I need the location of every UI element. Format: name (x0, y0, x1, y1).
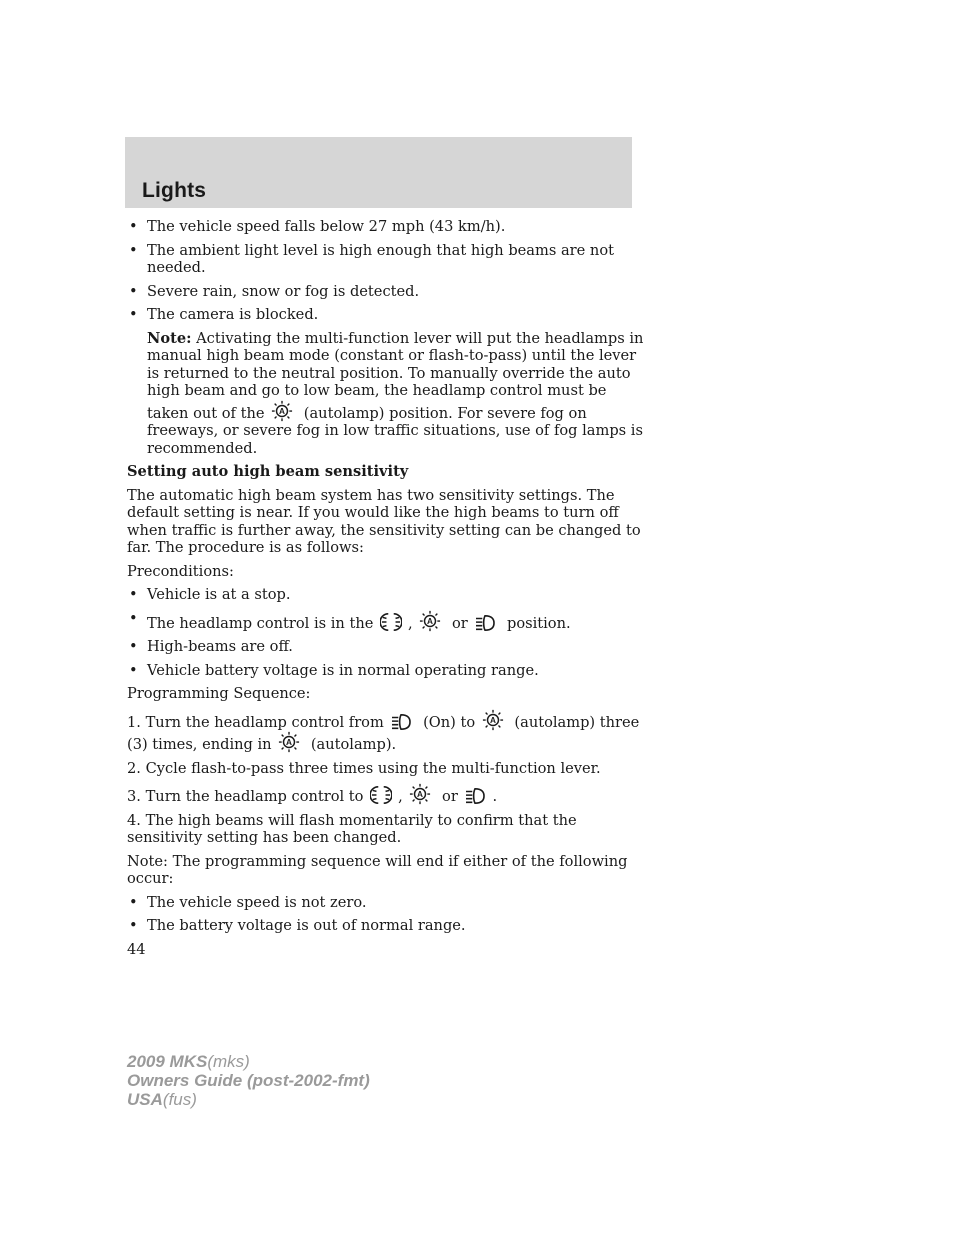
section-header-band (125, 137, 632, 208)
list-item: • High-beams are off. (127, 638, 647, 656)
preconditions-label: Preconditions: (127, 562, 234, 580)
step1-text-b: (On) to (423, 713, 476, 731)
autolamp-icon (482, 709, 504, 731)
autolamp-icon (271, 400, 293, 422)
sequence-step-4: 4. The high beams will flash momentarily to confirm that the sensitivity setting has been changed. (127, 811, 577, 846)
or-text: or (451, 614, 468, 632)
list-item: • The vehicle speed is not zero. (127, 894, 647, 912)
period-text: . (492, 788, 498, 805)
footer-model-code: (mks) (207, 1052, 250, 1071)
footer-line-3 (127, 1090, 370, 1109)
headlamp-icon (474, 614, 496, 632)
footer-line-2 (127, 1071, 370, 1090)
autolamp-icon (278, 731, 300, 753)
parking-lamp-icon (370, 785, 392, 805)
step3-text: 3. Turn the headlamp control to (127, 788, 364, 805)
or-text: or (442, 788, 458, 805)
list-item: • Vehicle is at a stop. (127, 586, 647, 604)
list-item (127, 610, 647, 633)
position-text: position. (506, 614, 571, 632)
page-content (127, 218, 647, 941)
precondition-control-text: The headlamp control is in the (147, 614, 374, 632)
sequence-label: Programming Sequence: (127, 685, 311, 702)
intro-paragraph: The automatic high beam system has two sensitivity settings. The default setting is near. If you would like the high beams to turn off when traffic is further away, the sensitivity setting can be changed to far. The procedure is as follows: (127, 486, 641, 556)
page-number: 44 (127, 941, 146, 958)
sequence-step-3 (127, 783, 647, 806)
step1-text-a: 1. Turn the headlamp control from (127, 713, 384, 731)
autolamp-icon (419, 610, 441, 632)
list-item: • The vehicle speed falls below 27 mph (43 km/h). (127, 218, 647, 236)
parking-lamp-icon (380, 612, 402, 632)
list-item: • The camera is blocked. (127, 306, 647, 324)
step1-text-c: (autolamp) three (3) times, ending in (127, 713, 640, 753)
sequence-step-1 (127, 709, 647, 754)
list-item: • The battery voltage is out of normal range. (127, 917, 647, 935)
list-item: • Vehicle battery voltage is in normal operating range. (127, 662, 647, 680)
note-label: Note: (147, 329, 192, 347)
note-paragraph (147, 330, 647, 458)
headlamp-icon (390, 713, 412, 731)
footer-line-1 (127, 1052, 370, 1071)
list-item: • The ambient light level is high enough that high beams are not needed. (127, 242, 647, 277)
document-footer (127, 1052, 370, 1109)
section-heading: Setting auto high beam sensitivity (127, 463, 409, 480)
step1-text-d: (autolamp). (310, 736, 397, 753)
sequence-step-2: 2. Cycle flash-to-pass three times using the multi-function lever. (127, 759, 601, 777)
note-text-2: (autolamp) position. For severe fog on freeways, or severe fog in low traffic situations, use of fog lamps is recommended. (147, 404, 643, 457)
headlamp-icon (464, 787, 486, 805)
list-item: • Severe rain, snow or fog is detected. (127, 283, 647, 301)
note-text-1: Activating the multi-function lever will put the headlamps in manual high beam mode (constant or flash-to-pass) until the lever is returned to the neutral position. To manually override the auto high beam and go to low beam, the headlamp control must be taken out of the (147, 329, 644, 422)
footer-region: USA (127, 1090, 163, 1109)
comma-text: , (398, 788, 403, 805)
footer-region-code: (fus) (162, 1090, 197, 1109)
comma-text: , (408, 614, 413, 632)
footer-guide: Owners Guide (post-2002-fmt) (127, 1071, 370, 1090)
end-note: Note: The programming sequence will end if either of the following occur: (127, 852, 628, 887)
autolamp-icon (409, 783, 431, 805)
footer-model: 2009 MKS (127, 1052, 208, 1071)
section-title: Lights (142, 179, 207, 202)
